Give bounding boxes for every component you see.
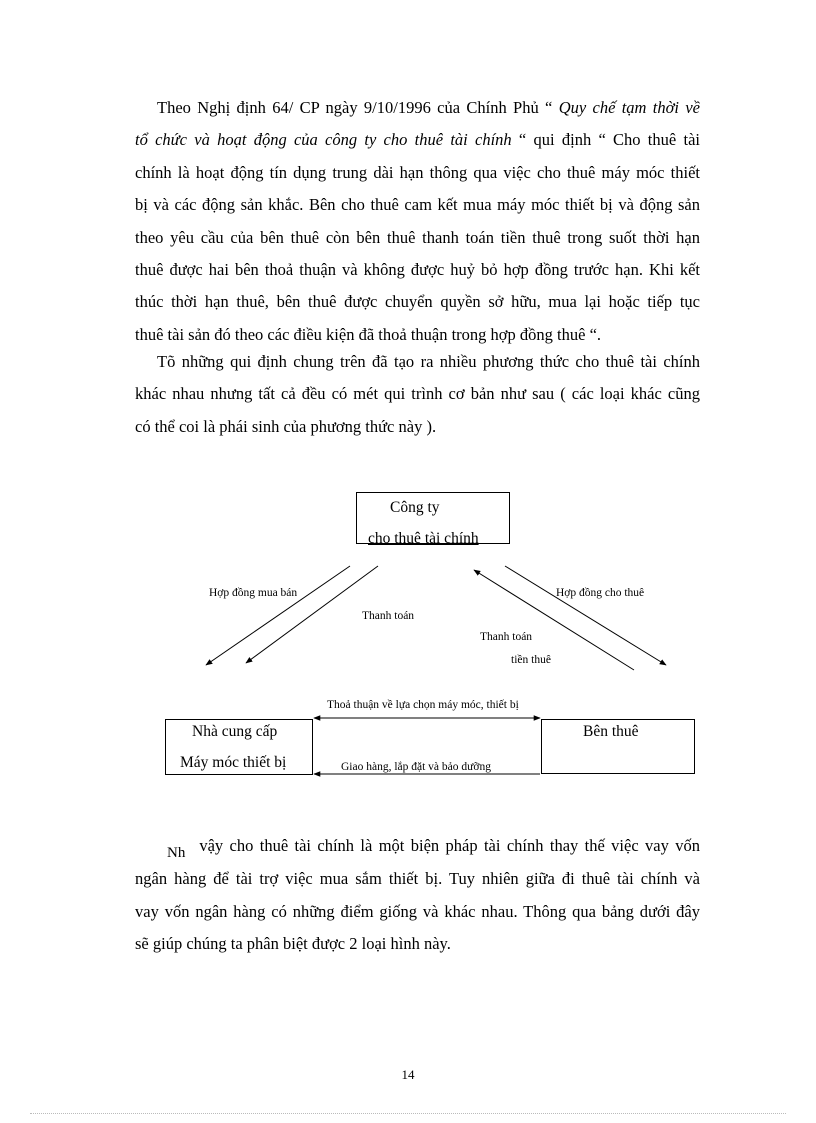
paragraph-3 — [135, 830, 700, 961]
lessee-line1: Bên thuê — [583, 723, 639, 740]
paragraph-1-line: thuê được hai bên thoả thuận và không được huỷ bỏ hợp đồng trước hạn. Khi kết — [135, 260, 700, 280]
label-payment: Thanh toán — [362, 610, 415, 622]
footer-divider — [30, 1113, 786, 1114]
paragraph-3-line: Nh vậy cho thuê tài chính là một biện pháp tài chính thay thế việc vay vốn — [167, 836, 700, 861]
paragraph-1-line: theo yêu cầu của bên thuê còn bên thuê thanh toán tiền thuê trong suốt thời hạn — [135, 227, 700, 247]
leasing-company-line1: Công ty — [390, 499, 440, 516]
paragraph-1-line: thúc thời hạn thuê, bên thuê được chuyển quyền sở hữu, mua lại hoặc tiếp tục — [135, 292, 700, 312]
page-number: 14 — [401, 1067, 415, 1082]
arrow-lease-contract — [505, 566, 666, 665]
paragraph-1-line: tổ chức và hoạt động của công ty cho thuê tài chính “ qui định “ Cho thuê tài — [135, 130, 700, 150]
arrow-rent-payment — [474, 570, 634, 670]
supplier-line1: Nhà cung cấp — [192, 723, 278, 740]
paragraph-2-line: Tõ những qui định chung trên đã tạo ra nhiều phương thức cho thuê tài chính — [157, 352, 700, 371]
paragraph-2-line: có thể coi là phái sinh của phương thức này ). — [135, 416, 437, 436]
label-rent-payment-1: Thanh toán — [480, 631, 533, 643]
label-agreement: Thoả thuận về lựa chọn máy móc, thiết bị — [327, 699, 519, 711]
label-delivery: Giao hàng, lắp đặt và bảo dưỡng — [341, 761, 491, 773]
label-rent-payment-2: tiền thuê — [511, 654, 551, 666]
paragraph-1-line: thuê tài sản đó theo các điều kiện đã thoả thuận trong hợp đồng thuê “. — [135, 324, 602, 344]
arrow-purchase-contract — [206, 566, 350, 665]
paragraph-3-line: ngân hàng để tài trợ việc mua sắm thiết bị. Tuy nhiên giữa đi thuê tài chính và — [135, 869, 700, 889]
paragraph-3-line: vay vốn ngân hàng có những điểm giống và khác nhau. Thông qua bảng dưới đây — [135, 901, 700, 921]
paragraph-1-line: chính là hoạt động tín dụng trung dài hạn thông qua việc cho thuê máy móc thiết — [135, 162, 700, 182]
paragraph-1-line: Theo Nghị định 64/ CP ngày 9/10/1996 của Chính Phủ “ Quy chế tạm thời về — [157, 98, 700, 117]
paragraph-3-nh: Nh — [167, 845, 186, 861]
paragraph-1-line: bị và các động sản khắc. Bên cho thuê cam kết mua máy móc thiết bị và động sản — [135, 195, 700, 215]
paragraph-3-line: sẽ giúp chúng ta phân biệt được 2 loại hình này. — [135, 934, 451, 954]
leasing-company-line2: cho thuê tài chính — [368, 530, 479, 547]
label-lease-contract: Hợp đồng cho thuê — [556, 587, 645, 599]
supplier-line2: Máy móc thiết bị — [180, 754, 287, 771]
label-purchase-contract: Hợp đồng mua bán — [209, 587, 298, 599]
arrow-payment-to-supplier — [246, 566, 378, 663]
paragraph-2-line: khác nhau nhưng tất cả đều có mét qui trình cơ bản như sau ( các loại khác cũng — [135, 384, 700, 404]
